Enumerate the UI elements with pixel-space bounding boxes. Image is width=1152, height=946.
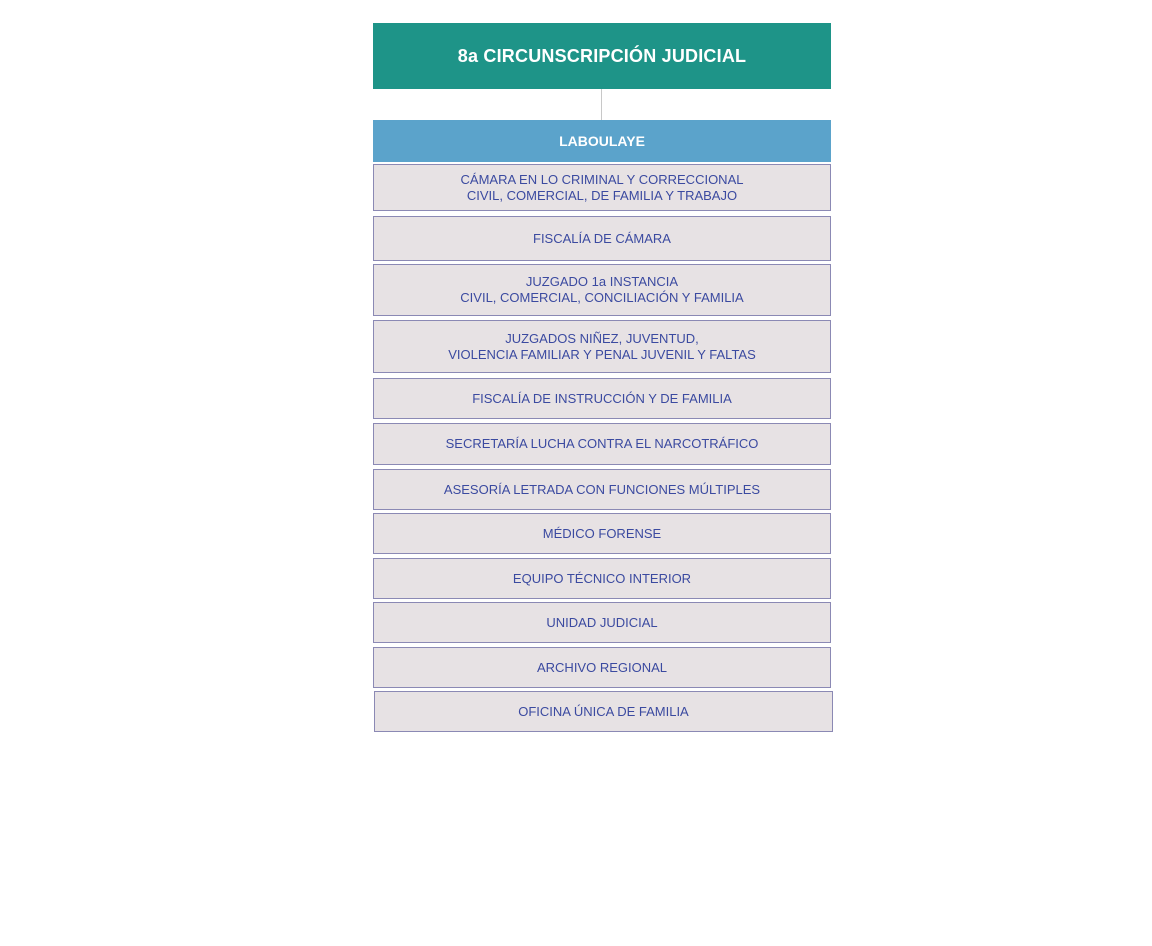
circunscripcion-header: [373, 23, 831, 89]
unit-label: JUZGADO 1a INSTANCIA CIVIL, COMERCIAL, CONCILIACIÓN Y FAMILIA: [460, 274, 744, 305]
unit-juzgados-ninez: [373, 320, 831, 373]
unit-label: OFICINA ÚNICA DE FAMILIA: [518, 703, 689, 719]
unit-secretaria-narcotrafico: [373, 423, 831, 465]
unit-label: SECRETARÍA LUCHA CONTRA EL NARCOTRÁFICO: [445, 436, 759, 451]
unit-label: FISCALÍA DE INSTRUCCIÓN Y DE FAMILIA: [472, 390, 732, 406]
unit-equipo-tecnico: [373, 558, 831, 599]
unit-label: MÉDICO FORENSE: [542, 525, 662, 541]
unit-label: EQUIPO TÉCNICO INTERIOR: [512, 570, 692, 586]
unit-label: UNIDAD JUDICIAL: [546, 614, 658, 630]
unit-oficina-familia: [374, 691, 833, 732]
unit-asesoria-letrada: [373, 469, 831, 510]
unit-camara: [373, 164, 831, 211]
unit-fiscalia-instruccion: [373, 378, 831, 419]
unit-unidad-judicial: [373, 602, 831, 643]
unit-juzgado-primera-instancia: [373, 264, 831, 316]
connector-line: [601, 89, 602, 120]
unit-label: FISCALÍA DE CÁMARA: [533, 230, 671, 246]
circunscripcion-title: 8a CIRCUNSCRIPCIÓN JUDICIAL: [457, 45, 747, 66]
location-name: LABOULAYE: [559, 133, 645, 149]
unit-label: JUZGADOS NIÑEZ, JUVENTUD, VIOLENCIA FAMILIAR Y PENAL JUVENIL Y FALTAS: [448, 330, 756, 362]
unit-medico-forense: [373, 513, 831, 554]
unit-label: ARCHIVO REGIONAL: [536, 659, 668, 675]
unit-archivo-regional: [373, 647, 831, 688]
location-header: [373, 120, 831, 162]
unit-label: ASESORÍA LETRADA CON FUNCIONES MÚLTIPLES: [443, 481, 761, 497]
unit-fiscalia-camara: [373, 216, 831, 261]
unit-label: CÁMARA EN LO CRIMINAL Y CORRECCIONAL CIVIL, COMERCIAL, DE FAMILIA Y TRABAJO: [460, 171, 744, 203]
